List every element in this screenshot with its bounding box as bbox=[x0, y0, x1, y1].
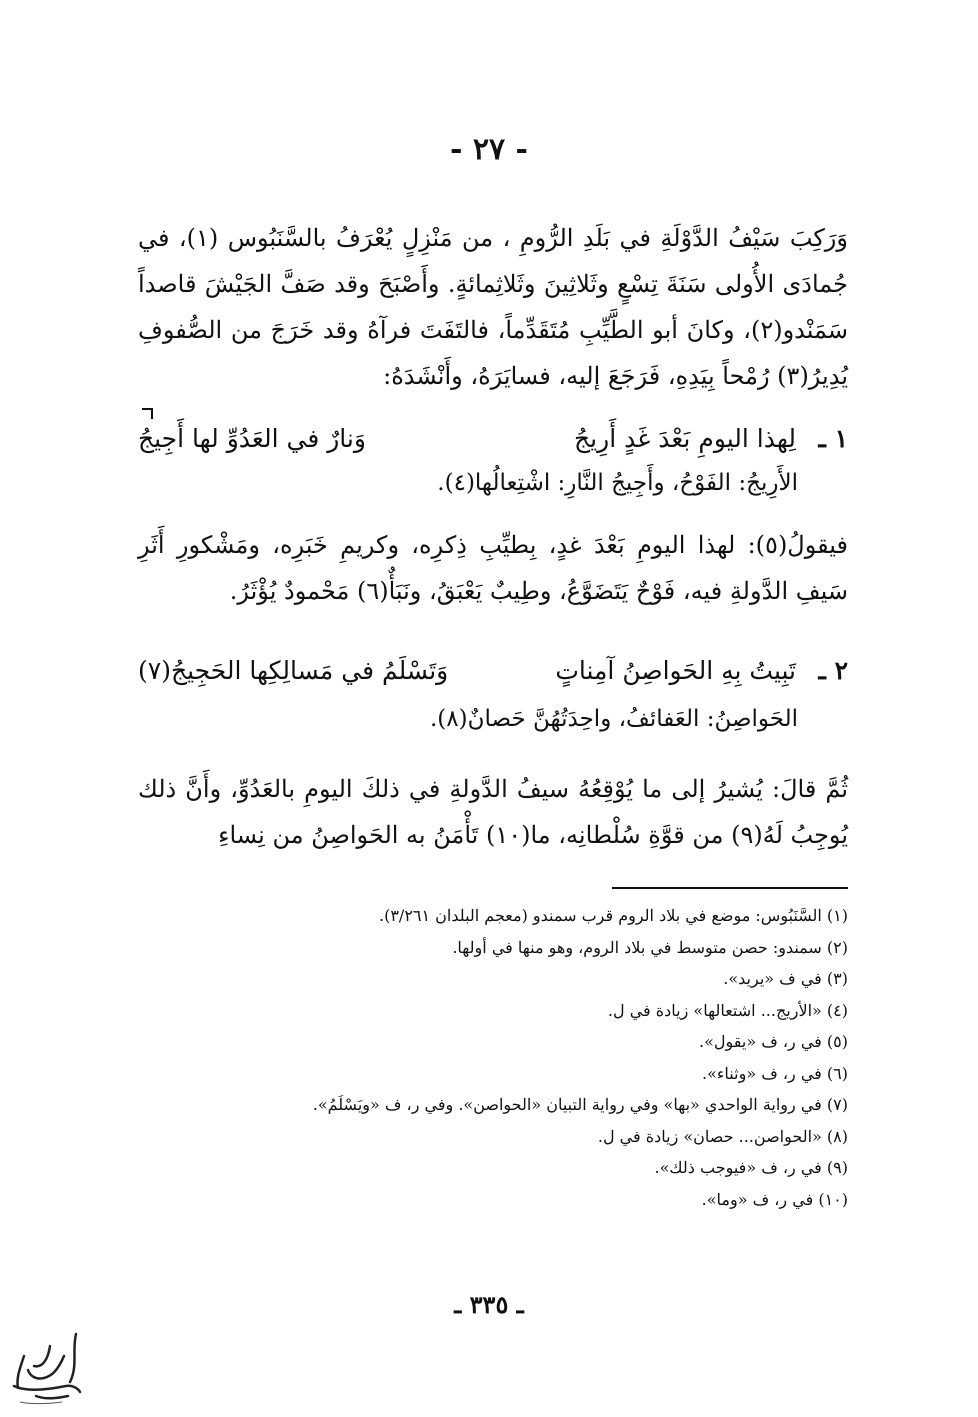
verse-1-gloss: الأَرِيجُ: الفَوْحُ، وأَجِيجُ النَّارِ: اشْتِعالُها(٤). bbox=[437, 470, 798, 496]
footnote-item: (١٠) في ر، ف «وما». bbox=[701, 1189, 848, 1209]
footnote-item: (٤) «الأريج... اشتعالها» زيادة في ل. bbox=[607, 1000, 848, 1020]
footnote-divider bbox=[612, 887, 848, 889]
commentary-paragraph-1: فيقولُ(٥): لهذا اليومِ بَعْدَ غدٍ، بِطيِّبِ ذِكرِه، وكريمِ خَبَرِه، ومَشْكورِ أَثَرِ سَيفِ الدَّولةِ فيه، فَوْحٌ يَتَضَوَّعُ، وطِيبٌ يَعْبَقُ، ونَبَأٌ(٦) مَحْمودٌ يُؤْثَرُ. bbox=[138, 531, 848, 605]
footnotes-list bbox=[140, 900, 848, 1215]
verse-1-second-hemistich: وَنارٌ في العَدُوِّ لها أَجِيجُ bbox=[138, 424, 366, 453]
verse-2-first-hemistich: تَبِيتُ بِهِ الحَواصِنُ آمِناتٍ bbox=[555, 656, 796, 685]
commentary-paragraph-2: ثُمَّ قالَ: يُشيرُ إلى ما يُوْقِعُهُ سيفُ الدَّولةِ في ذلكَ اليومِ بالعَدُوِّ، وأَنَّ ذلك يُوجِبُ لَهُ(٩) من قوَّةِ سُلْطانِه، ما(١٠) تَأْمَنُ به الحَواصِنُ من نِساءِ bbox=[138, 775, 848, 849]
footnote-item: (٢) سمندو: حصن متوسط في بلاد الروم، وهو منها في أولها. bbox=[452, 937, 848, 957]
verse-2-gloss: الحَواصِنُ: العَفائفُ، واحِدَتُهُنَّ حَصانٌ(٨). bbox=[430, 706, 798, 732]
page-header-number: - ٢٧ - bbox=[449, 132, 529, 167]
verse-1-number: ١ ـ bbox=[818, 424, 848, 453]
page-footer-number: ـ ٣٣٥ ـ bbox=[454, 1290, 524, 1319]
footnote-item: (٣) في ف «يريد». bbox=[723, 969, 848, 988]
verse-1 bbox=[138, 418, 848, 464]
footnote-item: (٨) «الحواصن... حصان» زيادة في ل. bbox=[597, 1126, 848, 1146]
footnote-item: (١) السَّنَبُوس: موضع في بلاد الروم قرب سمندو (معجم البلدان ٣/٢٦١). bbox=[379, 906, 848, 925]
library-stamp-logo bbox=[6, 1326, 86, 1410]
footnote-item: (٥) في ر، ف «يقول». bbox=[699, 1032, 848, 1051]
footnote-item: (٧) في رواية الواحدي «بها» وفي رواية التبيان «الحواصن». وفي ر، ف «ويَسْلَمُ». bbox=[312, 1095, 848, 1114]
verse-2-number: ٢ ـ bbox=[818, 656, 848, 685]
intro-paragraph: وَرَكِبَ سَيْفُ الدَّوْلَةِ في بَلَدِ الرُّومِ ، من مَنْزِلٍ يُعْرَفُ بالسَّنَبُوس (١)، في جُمادَى الأُولى سَنَةَ تِسْعٍ وثَلاثِينَ وثَلاثِمائةٍ. وأَصْبَحَ وقد صَفَّ الجَيْشَ قاصداً سَمَنْدو(٢)، وكانَ أبو الطَّيِّبِ مُتَقَدِّماً، فالتَفَتَ فرآهُ وقد خَرَجَ من الصُّفوفِ يُدِيرُ(٣) رُمْحاً بِيَدِهِ، فَرَجَعَ إليه، فسايَرَهُ، وأَنْشَدَهُ: bbox=[138, 224, 848, 390]
verse-2-second-hemistich: وَتَسْلَمُ في مَسالِكِها الحَجِيجُ(٧) bbox=[138, 656, 449, 685]
verse-2 bbox=[138, 650, 848, 696]
footnote-item: (٦) في ر، ف «وثناء». bbox=[702, 1063, 848, 1083]
footnote-item: (٩) في ر، ف «فيوجب ذلك». bbox=[654, 1158, 848, 1177]
verse-1-first-hemistich: لِهذا اليومِ بَعْدَ غَدٍ أَرِيجُ bbox=[574, 424, 796, 453]
